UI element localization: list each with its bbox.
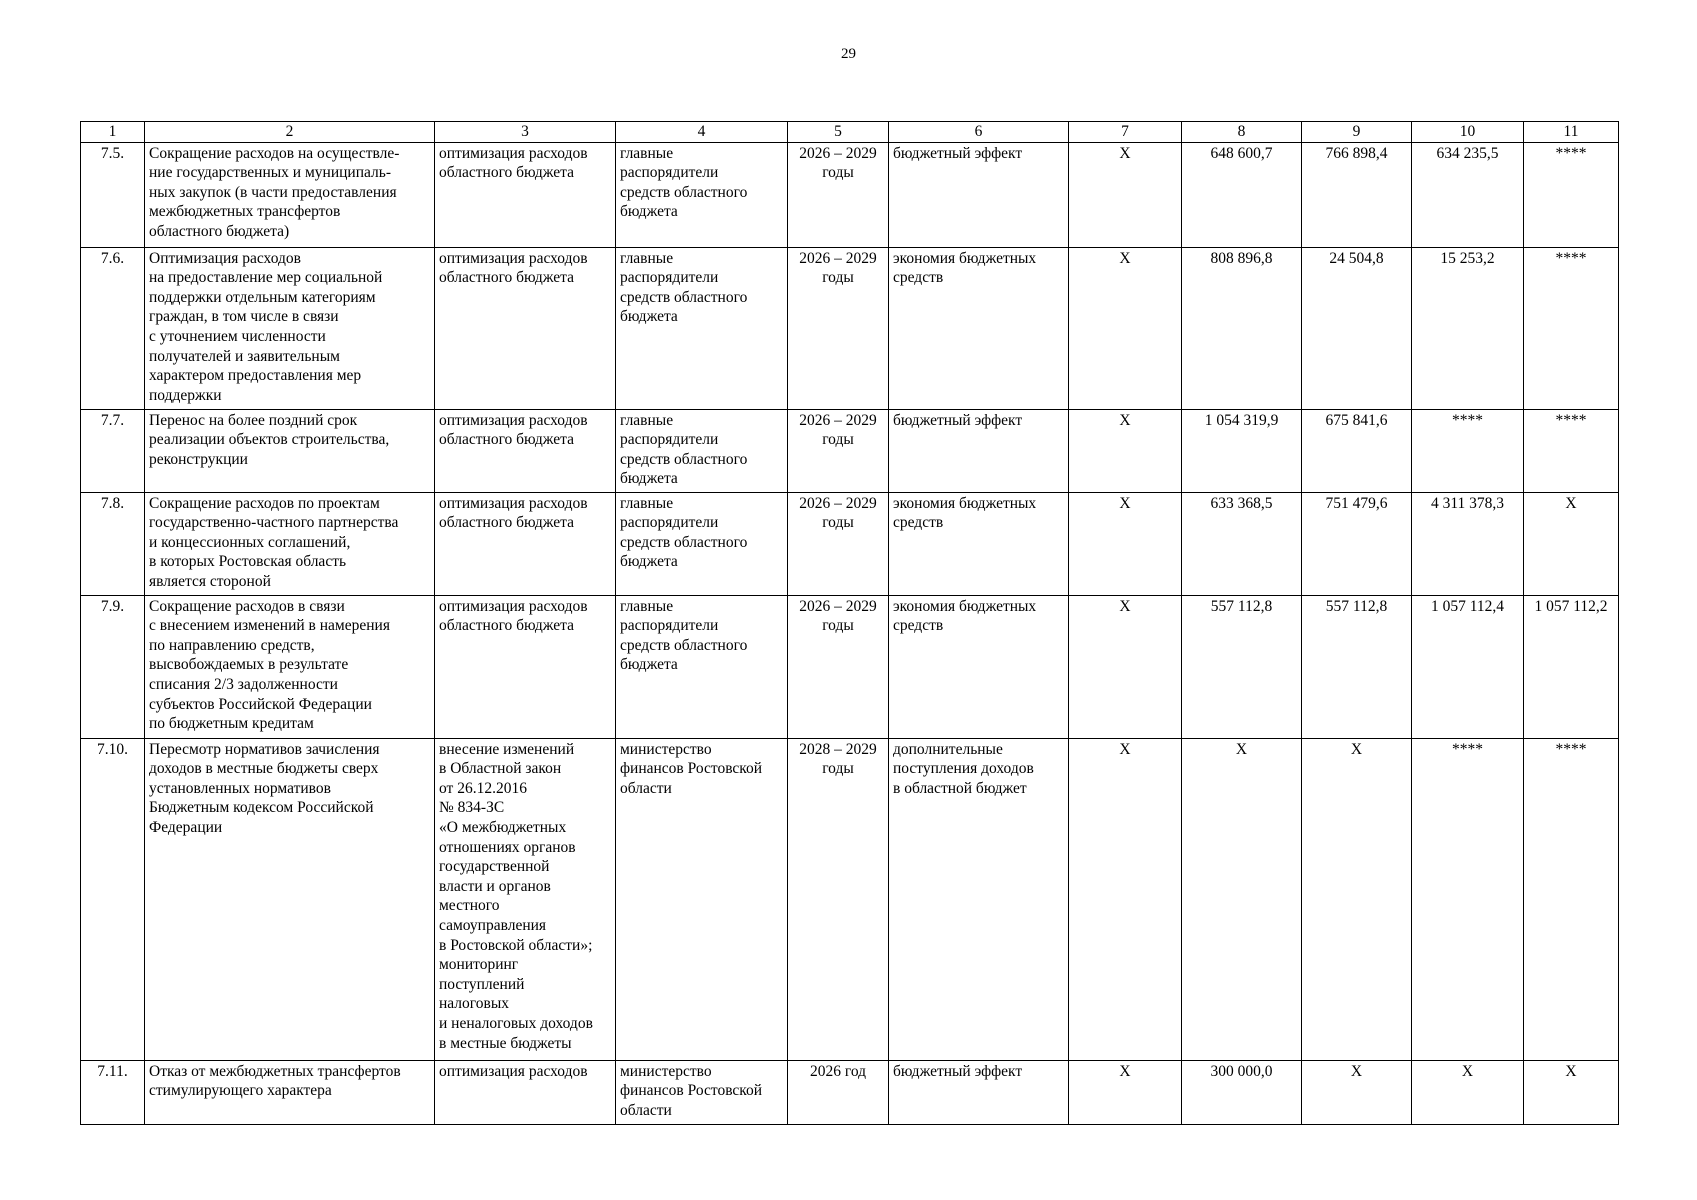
executor-cell: главные распорядители средств областного бюджета [616,247,788,409]
executor-cell: главные распорядители средств областного бюджета [616,142,788,247]
column-header-8: 8 [1182,122,1302,143]
value-cell-9: 675 841,6 [1302,409,1412,492]
value-cell-9: 24 504,8 [1302,247,1412,409]
period-cell: 2026 – 2029 годы [788,595,889,738]
mechanism-cell: оптимизация расходов областного бюджета [435,492,616,595]
row-number-cell: 7.8. [81,492,145,595]
value-cell-7: X [1069,142,1182,247]
value-cell-7: X [1069,595,1182,738]
value-cell-11: X [1524,492,1619,595]
effect-cell: бюджетный эффект [889,142,1069,247]
period-cell: 2026 – 2029 годы [788,409,889,492]
value-cell-10: 15 253,2 [1412,247,1524,409]
executor-cell: министерство финансов Ростовской области [616,1060,788,1124]
column-header-3: 3 [435,122,616,143]
column-header-6: 6 [889,122,1069,143]
table-body [81,142,1619,1124]
period-cell: 2026 – 2029 годы [788,142,889,247]
measure-cell: Сокращение расходов по проектам государственно-частного партнерства и концессионных соглашений, в которых Ростовская область является стороной [145,492,435,595]
value-cell-11: X [1524,1060,1619,1124]
value-cell-9: 766 898,4 [1302,142,1412,247]
mechanism-cell: оптимизация расходов областного бюджета [435,142,616,247]
table-row [81,142,1619,247]
header-row [81,122,1619,143]
value-cell-10: 4 311 378,3 [1412,492,1524,595]
measure-cell: Отказ от межбюджетных трансфертов стимулирующего характера [145,1060,435,1124]
measures-table [80,121,1619,1125]
effect-cell: экономия бюджетных средств [889,247,1069,409]
value-cell-7: X [1069,492,1182,595]
measure-cell: Оптимизация расходов на предоставление мер социальной поддержки отдельным категориям граждан, в том числе в связи с уточнением численности получателей и заявительным характером предоставления мер поддержки [145,247,435,409]
row-number-cell: 7.7. [81,409,145,492]
mechanism-cell: оптимизация расходов [435,1060,616,1124]
value-cell-7: X [1069,1060,1182,1124]
column-header-11: 11 [1524,122,1619,143]
value-cell-9: 751 479,6 [1302,492,1412,595]
row-number-cell: 7.5. [81,142,145,247]
column-header-5: 5 [788,122,889,143]
measure-cell: Сокращение расходов в связи с внесением изменений в намерения по направлению средств, высвобождаемых в результате списания 2/3 задолженности субъектов Российской Федерации по бюджетным кредитам [145,595,435,738]
mechanism-cell: внесение изменений в Областной закон от 26.12.2016 № 834-ЗС «О межбюджетных отношениях органов государственной власти и органов местного самоуправления в Ростовской области»; мониторинг поступлений налоговых и неналоговых доходов в местные бюджеты [435,738,616,1060]
column-header-9: 9 [1302,122,1412,143]
table-header [81,122,1619,143]
period-cell: 2026 – 2029 годы [788,247,889,409]
value-cell-8: 648 600,7 [1182,142,1302,247]
executor-cell: главные распорядители средств областного бюджета [616,595,788,738]
period-cell: 2028 – 2029 годы [788,738,889,1060]
value-cell-10: X [1412,1060,1524,1124]
table-row [81,1060,1619,1124]
measure-cell: Перенос на более поздний срок реализации объектов строительства, реконструкции [145,409,435,492]
executor-cell: главные распорядители средств областного бюджета [616,409,788,492]
period-cell: 2026 – 2029 годы [788,492,889,595]
page-number: 29 [841,46,856,62]
measure-cell: Пересмотр нормативов зачисления доходов в местные бюджеты сверх установленных нормативов Бюджетным кодексом Российской Федерации [145,738,435,1060]
value-cell-8: 633 368,5 [1182,492,1302,595]
mechanism-cell: оптимизация расходов областного бюджета [435,247,616,409]
value-cell-8: 300 000,0 [1182,1060,1302,1124]
value-cell-10: **** [1412,738,1524,1060]
value-cell-8: 808 896,8 [1182,247,1302,409]
row-number-cell: 7.11. [81,1060,145,1124]
column-header-4: 4 [616,122,788,143]
value-cell-8: 557 112,8 [1182,595,1302,738]
effect-cell: дополнительные поступления доходов в областной бюджет [889,738,1069,1060]
row-number-cell: 7.9. [81,595,145,738]
value-cell-9: X [1302,1060,1412,1124]
period-cell: 2026 год [788,1060,889,1124]
row-number-cell: 7.6. [81,247,145,409]
value-cell-10: 634 235,5 [1412,142,1524,247]
table-row [81,738,1619,1060]
value-cell-11: 1 057 112,2 [1524,595,1619,738]
value-cell-11: **** [1524,142,1619,247]
column-header-2: 2 [145,122,435,143]
executor-cell: министерство финансов Ростовской области [616,738,788,1060]
effect-cell: экономия бюджетных средств [889,595,1069,738]
value-cell-8: 1 054 319,9 [1182,409,1302,492]
column-header-1: 1 [81,122,145,143]
effect-cell: бюджетный эффект [889,1060,1069,1124]
value-cell-10: **** [1412,409,1524,492]
value-cell-7: X [1069,247,1182,409]
value-cell-7: X [1069,738,1182,1060]
value-cell-9: 557 112,8 [1302,595,1412,738]
measure-cell: Сокращение расходов на осуществле- ние государственных и муниципаль- ных закупок (в части предоставления межбюджетных трансфертов областного бюджета) [145,142,435,247]
value-cell-9: X [1302,738,1412,1060]
value-cell-7: X [1069,409,1182,492]
effect-cell: бюджетный эффект [889,409,1069,492]
value-cell-8: X [1182,738,1302,1060]
table-row [81,595,1619,738]
mechanism-cell: оптимизация расходов областного бюджета [435,409,616,492]
table-row [81,247,1619,409]
effect-cell: экономия бюджетных средств [889,492,1069,595]
table-row [81,409,1619,492]
mechanism-cell: оптимизация расходов областного бюджета [435,595,616,738]
table-row [81,492,1619,595]
executor-cell: главные распорядители средств областного бюджета [616,492,788,595]
value-cell-11: **** [1524,247,1619,409]
value-cell-10: 1 057 112,4 [1412,595,1524,738]
value-cell-11: **** [1524,738,1619,1060]
column-header-7: 7 [1069,122,1182,143]
value-cell-11: **** [1524,409,1619,492]
column-header-10: 10 [1412,122,1524,143]
row-number-cell: 7.10. [81,738,145,1060]
